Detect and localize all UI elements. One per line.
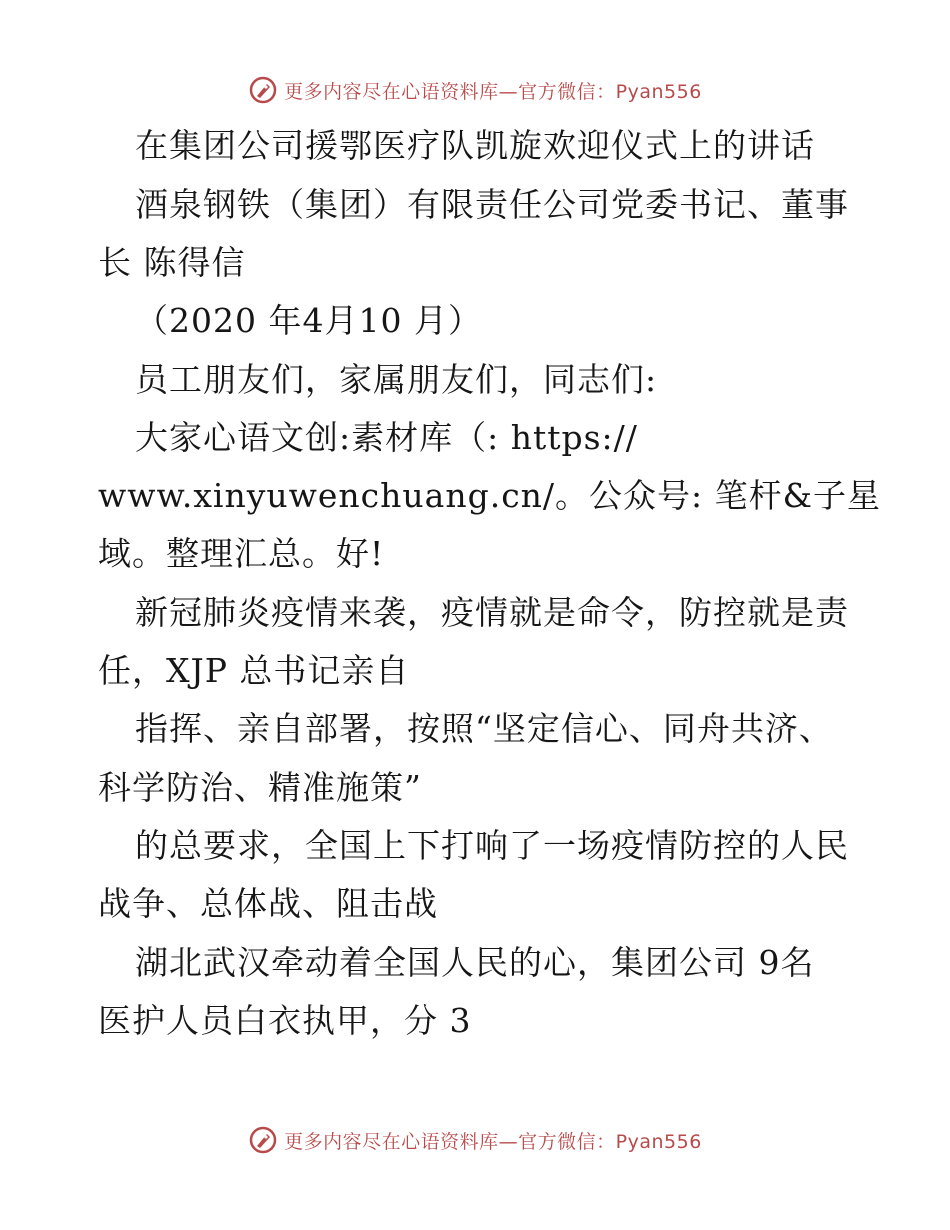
document-line: www.xinyuwenchuang.cn/。公众号: 笔杆&子星 (98, 476, 882, 515)
document-line: 新冠肺炎疫情来袭，疫情就是命令，防控就是责 (135, 593, 849, 632)
document-line: 酒泉钢铁（集团）有限责任公司党委书记、董事 (135, 185, 849, 224)
document-line: 指挥、亲自部署，按照“坚定信心、同舟共济、 (135, 709, 833, 748)
footer-banner-text: 更多内容尽在心语资料库—官方微信：Pyan556 (284, 1130, 702, 1153)
header-banner-text: 更多内容尽在心语资料库—官方微信：Pyan556 (284, 80, 702, 103)
document-line: 科学防治、精准施策” (98, 768, 422, 807)
header-banner (0, 70, 950, 110)
document-line: 战争、总体战、阻击战 (98, 884, 438, 923)
pen-nib-circle-icon (248, 1125, 278, 1155)
document-line: 员工朋友们，家属朋友们，同志们: (135, 360, 658, 399)
document-line: 大家心语文创:素材库（: https:// (135, 418, 638, 457)
document-line: 任，XJP 总书记亲自 (98, 651, 410, 690)
document-date: （2020 年4月10 月） (135, 301, 482, 340)
document-title: 在集团公司援鄂医疗队凯旋欢迎仪式上的讲话 (135, 126, 815, 165)
document-line: 医护人员白衣执甲，分 3 (98, 1001, 472, 1040)
pen-nib-circle-icon (248, 75, 278, 105)
footer-banner (0, 1120, 950, 1160)
document-line: 的总要求，全国上下打响了一场疫情防控的人民 (135, 826, 849, 865)
document-line: 湖北武汉牵动着全国人民的心，集团公司 9名 (135, 943, 815, 982)
document-line: 域。整理汇总。好! (98, 534, 385, 573)
document-line: 长 陈得信 (98, 243, 246, 282)
